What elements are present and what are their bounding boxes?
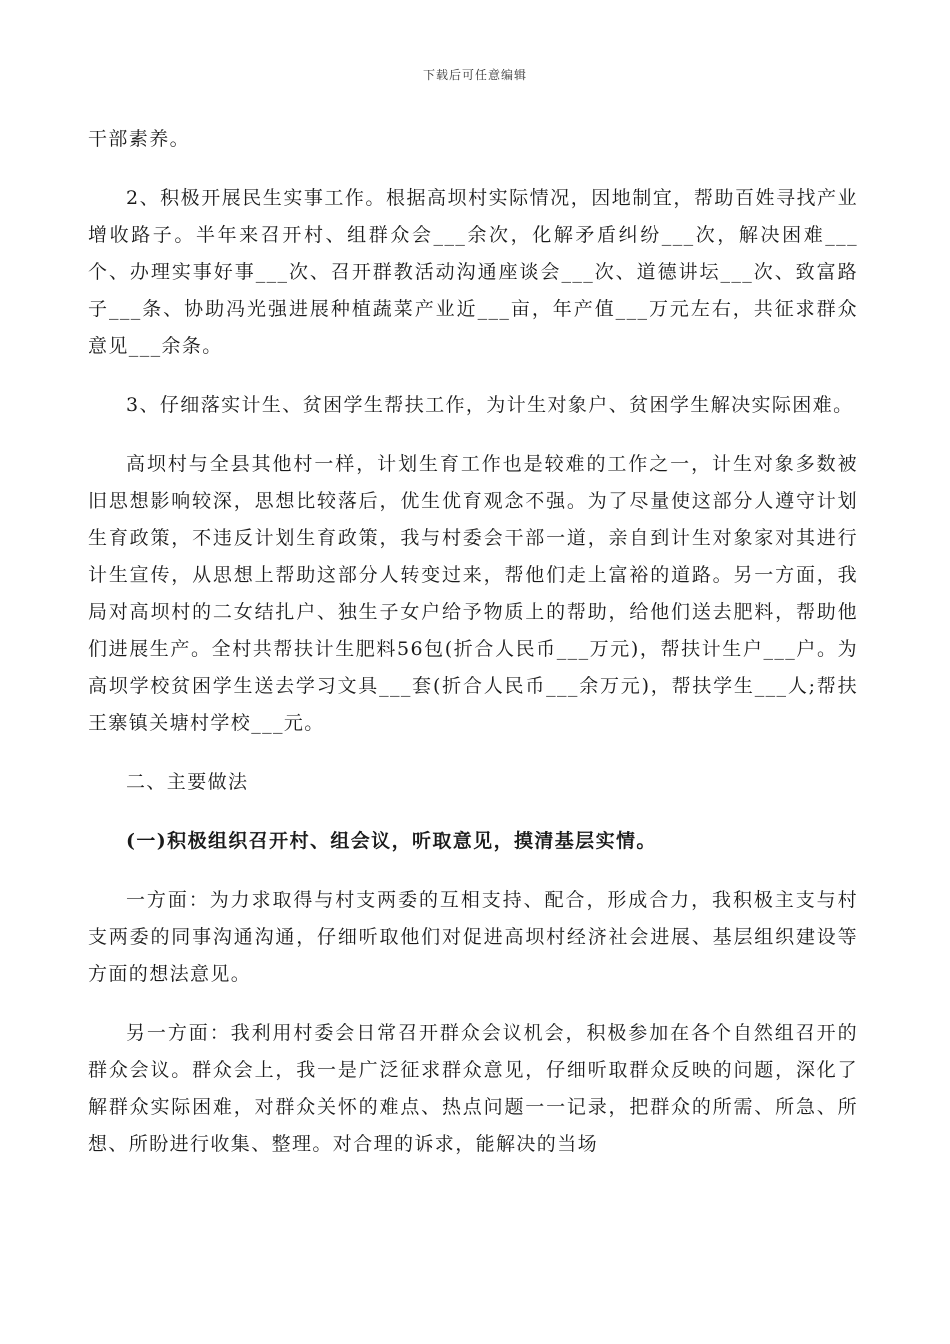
paragraph-one-side: 一方面：为力求取得与村支两委的互相支持、配合，形成合力，我积极主支与村支两委的同事沟通沟通，仔细听取他们对促进高坝村经济社会进展、基层组织建设等方面的想法意见。 xyxy=(88,889,858,985)
paragraph-item-2: 2、积极开展民生实事工作。根据高坝村实际情况，因地制宜，帮助百姓寻找产业增收路子。半年来召开村、组群众会___余次，化解矛盾纠纷___次，解决困难___个、办理实事好事___次、召开群教活动沟通座谈会___次、道德讲坛___次、致富路子___条、协助冯光强进展种植蔬菜产业近___亩，年产值___万元左右，共征求群众意见___余条。 xyxy=(88,187,858,357)
paragraph-item-3: 3、仔细落实计生、贫困学生帮扶工作，为计生对象户、贫困学生解决实际困难。 xyxy=(126,394,854,416)
section-heading-main-methods: 二、主要做法 xyxy=(126,771,249,793)
page-header: 下载后可任意编辑 xyxy=(422,68,527,82)
document-body xyxy=(88,121,858,1163)
paragraph-continuation: 干部素养。 xyxy=(88,128,191,150)
paragraph-other-side: 另一方面：我利用村委会日常召开群众会议机会，积极参加在各个自然组召开的群众会议。群众会上，我一是广泛征求群众意见，仔细听取群众反映的问题，深化了解群众实际困难，对群众关怀的难点、热点问题一一记录，把群众的所需、所急、所想、所盼进行收集、整理。对合理的诉求，能解决的当场 xyxy=(88,1022,858,1155)
subsection-heading-1: (一)积极组织召开村、组会议，听取意见，摸清基层实情。 xyxy=(126,830,657,852)
paragraph-family-planning: 高坝村与全县其他村一样，计划生育工作也是较难的工作之一，计生对象多数被旧思想影响较深，思想比较落后，优生优育观念不强。为了尽量使这部分人遵守计划生育政策，不违反计划生育政策，我与村委会干部一道，亲自到计生对象家对其进行计生宣传，从思想上帮助这部分人转变过来，帮他们走上富裕的道路。另一方面，我局对高坝村的二女结扎户、独生子女户给予物质上的帮助，给他们送去肥料，帮助他们进展生产。全村共帮扶计生肥料56包(折合人民币___万元)，帮扶计生户___户。为高坝学校贫困学生送去学习文具___套(折合人民币___余万元)，帮扶学生___人;帮扶王寨镇关塘村学校___元。 xyxy=(88,453,858,734)
